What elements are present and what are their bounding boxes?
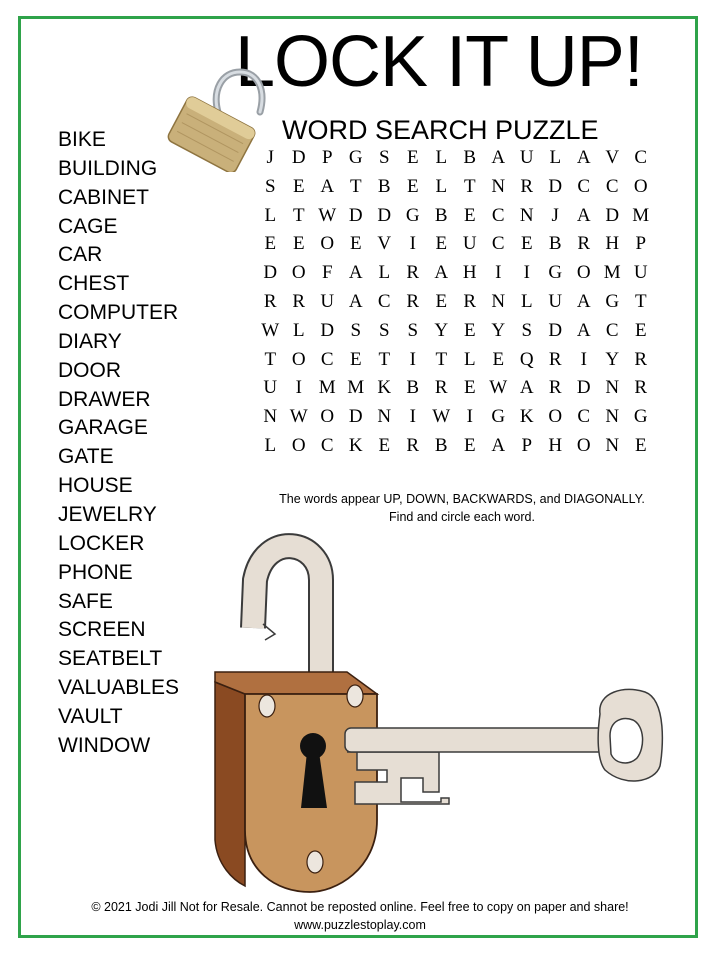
grid-letter[interactable]: A <box>491 434 506 456</box>
grid-letter[interactable]: S <box>378 319 390 341</box>
grid-letter[interactable]: G <box>548 262 563 284</box>
grid-letter[interactable]: E <box>264 233 277 255</box>
grid-letter[interactable]: G <box>633 406 648 428</box>
grid-letter[interactable]: R <box>263 290 277 312</box>
grid-letter[interactable]: T <box>435 348 448 370</box>
grid-letter[interactable]: I <box>409 406 416 428</box>
grid-letter[interactable]: R <box>434 377 448 399</box>
grid-letter[interactable]: G <box>491 406 506 428</box>
grid-letter[interactable]: E <box>463 434 476 456</box>
grid-letter[interactable]: Q <box>519 348 534 370</box>
grid-letter[interactable]: K <box>519 406 534 428</box>
grid-letter[interactable]: L <box>520 290 533 312</box>
grid-letter[interactable]: W <box>489 377 508 399</box>
grid-letter[interactable]: Y <box>434 319 449 341</box>
grid-letter[interactable]: S <box>407 319 419 341</box>
grid-letter[interactable]: R <box>292 290 306 312</box>
grid-letter[interactable]: R <box>548 377 562 399</box>
instructions-line: The words appear UP, DOWN, BACKWARDS, and DIAGONALLY. <box>279 492 645 506</box>
word-list-item: SCREEN <box>58 618 146 642</box>
grid-letter[interactable]: H <box>548 434 563 456</box>
word-list-item: BUILDING <box>58 156 158 180</box>
grid-letter[interactable]: K <box>348 434 363 456</box>
grid-letter[interactable]: L <box>435 175 448 197</box>
grid-letter[interactable]: T <box>264 348 277 370</box>
grid-letter[interactable]: K <box>377 377 392 399</box>
grid-letter[interactable]: C <box>577 175 591 197</box>
grid-letter[interactable]: P <box>521 434 533 456</box>
grid-letter[interactable]: U <box>548 290 563 312</box>
word-list-item: CHEST <box>58 272 130 296</box>
grid-letter[interactable]: C <box>320 348 334 370</box>
grid-letter[interactable]: E <box>378 434 391 456</box>
grid-letter[interactable]: C <box>634 147 648 168</box>
word-list-item: BIKE <box>58 128 106 151</box>
grid-letter[interactable]: P <box>635 233 647 255</box>
word-list-item: COMPUTER <box>58 301 179 325</box>
grid-letter[interactable]: L <box>264 204 277 226</box>
grid-letter[interactable]: S <box>350 319 362 341</box>
grid-letter[interactable]: A <box>348 290 363 312</box>
grid-letter[interactable]: R <box>463 290 477 312</box>
grid-letter[interactable]: S <box>378 147 390 168</box>
word-list-item: GATE <box>58 445 114 469</box>
grid-letter[interactable]: E <box>349 233 362 255</box>
grid-letter[interactable]: N <box>491 290 506 312</box>
word-list-item: VALUABLES <box>58 676 180 700</box>
grid-letter[interactable]: F <box>321 262 333 284</box>
grid-letter[interactable]: N <box>605 434 620 456</box>
grid-letter[interactable]: S <box>521 319 533 341</box>
grid-letter[interactable]: U <box>462 233 477 255</box>
grid-letter[interactable]: N <box>377 406 392 428</box>
grid-letter[interactable]: A <box>434 262 449 284</box>
grid-letter[interactable]: E <box>634 434 647 456</box>
grid-letter[interactable]: L <box>549 147 562 168</box>
instructions-line: Find and circle each word. <box>389 510 535 524</box>
grid-letter[interactable]: C <box>320 434 334 456</box>
grid-letter[interactable]: U <box>320 290 335 312</box>
grid-letter[interactable]: E <box>463 204 476 226</box>
grid-letter[interactable]: E <box>463 319 476 341</box>
grid-letter[interactable]: N <box>605 406 620 428</box>
grid-letter[interactable]: W <box>432 406 451 428</box>
word-list-item: CAGE <box>58 214 118 238</box>
grid-letter[interactable]: D <box>377 204 392 226</box>
grid-letter[interactable]: C <box>605 319 619 341</box>
grid-letter[interactable]: R <box>548 348 562 370</box>
grid-letter[interactable]: O <box>576 262 591 284</box>
grid-letter[interactable]: D <box>605 204 620 226</box>
grid-letter[interactable]: L <box>463 348 476 370</box>
grid-letter[interactable]: G <box>348 147 363 168</box>
open-padlock-with-key-icon <box>205 520 670 895</box>
word-list-item: DOOR <box>58 358 121 382</box>
footer <box>40 898 680 934</box>
grid-letter[interactable]: O <box>576 434 591 456</box>
grid-letter[interactable]: E <box>520 233 533 255</box>
grid-letter[interactable]: A <box>320 175 335 197</box>
grid-letter[interactable]: U <box>633 262 648 284</box>
letter-grid <box>256 144 655 461</box>
grid-letter[interactable]: B <box>406 377 420 399</box>
grid-letter[interactable]: D <box>548 175 563 197</box>
word-list-item: WINDOW <box>58 733 151 757</box>
grid-letter[interactable]: N <box>491 175 506 197</box>
grid-letter[interactable]: W <box>261 319 280 341</box>
grid-letter[interactable]: N <box>605 377 620 399</box>
word-list-item: VAULT <box>58 704 123 728</box>
grid-letter[interactable]: C <box>491 204 505 226</box>
grid-letter[interactable]: E <box>406 175 419 197</box>
grid-letter[interactable]: A <box>576 290 591 312</box>
grid-letter[interactable]: V <box>377 233 392 255</box>
word-list-item: GARAGE <box>58 416 148 440</box>
grid-letter[interactable]: R <box>634 377 648 399</box>
grid-letter[interactable]: I <box>580 348 587 370</box>
word-list-item: DRAWER <box>58 387 151 411</box>
grid-letter[interactable]: N <box>519 204 534 226</box>
grid-letter[interactable]: H <box>605 233 620 255</box>
grid-letter[interactable]: Y <box>491 319 506 341</box>
grid-letter[interactable]: E <box>435 290 448 312</box>
grid-letter[interactable]: P <box>321 147 333 168</box>
page-subtitle: WORD SEARCH PUZZLE <box>282 115 599 145</box>
grid-letter[interactable]: O <box>291 434 306 456</box>
grid-letter[interactable]: E <box>406 147 419 168</box>
grid-letter[interactable]: E <box>292 233 305 255</box>
grid-letter[interactable]: D <box>348 406 363 428</box>
grid-letter[interactable]: B <box>434 434 448 456</box>
grid-letter[interactable]: D <box>320 319 335 341</box>
grid-letter[interactable]: E <box>492 348 505 370</box>
grid-letter[interactable]: I <box>523 262 530 284</box>
grid-letter[interactable]: D <box>576 377 591 399</box>
website-link[interactable]: www.puzzlestoplay.com <box>294 918 426 932</box>
grid-letter[interactable]: I <box>295 377 302 399</box>
grid-letter[interactable]: E <box>634 319 647 341</box>
grid-letter[interactable]: A <box>348 262 363 284</box>
grid-letter[interactable]: A <box>576 147 591 168</box>
grid-letter[interactable]: O <box>633 175 648 197</box>
grid-letter[interactable]: J <box>551 204 559 226</box>
grid-letter[interactable]: D <box>291 147 306 168</box>
grid-letter[interactable]: L <box>292 319 305 341</box>
word-list-item: LOCKER <box>58 531 145 555</box>
grid-letter[interactable]: Y <box>605 348 620 370</box>
grid-letter[interactable]: T <box>634 290 647 312</box>
word-list-item: CAR <box>58 243 103 267</box>
word-list-item: JEWELRY <box>58 502 157 526</box>
grid-letter[interactable]: C <box>605 175 619 197</box>
word-list-item: SEATBELT <box>58 647 163 671</box>
grid-letter[interactable]: T <box>292 204 305 226</box>
word-list-item: HOUSE <box>58 474 133 498</box>
grid-letter[interactable]: O <box>291 262 306 284</box>
grid-letter[interactable]: B <box>377 175 391 197</box>
grid-letter[interactable]: T <box>349 175 362 197</box>
grid-letter[interactable]: R <box>520 175 534 197</box>
grid-letter[interactable]: E <box>463 377 476 399</box>
grid-letter[interactable]: D <box>263 262 278 284</box>
grid-letter[interactable]: R <box>406 434 420 456</box>
grid-letter[interactable]: M <box>632 204 650 226</box>
grid-letter[interactable]: N <box>263 406 278 428</box>
grid-letter[interactable]: O <box>548 406 563 428</box>
grid-letter[interactable]: O <box>320 233 335 255</box>
grid-letter[interactable]: E <box>349 348 362 370</box>
grid-letter[interactable]: R <box>634 348 648 370</box>
grid-letter[interactable]: M <box>347 377 365 399</box>
grid-letter[interactable]: I <box>409 348 416 370</box>
grid-letter[interactable]: U <box>519 147 534 168</box>
grid-letter[interactable]: I <box>495 262 502 284</box>
grid-letter[interactable]: S <box>264 175 276 197</box>
grid-letter[interactable]: B <box>548 233 562 255</box>
grid-letter[interactable]: A <box>519 377 534 399</box>
grid-letter[interactable]: O <box>320 406 335 428</box>
word-list-item: CABINET <box>58 185 150 209</box>
grid-letter[interactable]: D <box>548 319 563 341</box>
grid-letter[interactable]: J <box>266 147 274 168</box>
grid-letter[interactable]: C <box>491 233 505 255</box>
grid-letter[interactable]: A <box>576 319 591 341</box>
grid-letter[interactable]: I <box>466 406 473 428</box>
word-list-item: DIARY <box>58 329 122 353</box>
grid-letter[interactable]: M <box>603 262 621 284</box>
grid-letter[interactable]: C <box>377 290 391 312</box>
grid-letter[interactable]: L <box>378 262 391 284</box>
copyright-notice: © 2021 Jodi Jill Not for Resale. Cannot be reposted online. Feel free to copy on paper and share! <box>91 900 629 914</box>
grid-letter[interactable]: V <box>605 147 620 168</box>
word-list-item: SAFE <box>58 589 113 613</box>
grid-letter[interactable]: T <box>378 348 391 370</box>
grid-letter[interactable]: B <box>463 147 477 168</box>
grid-letter[interactable]: W <box>318 204 337 226</box>
grid-letter[interactable]: H <box>462 262 477 284</box>
grid-letter[interactable]: I <box>409 233 416 255</box>
grid-letter[interactable]: T <box>463 175 476 197</box>
grid-letter[interactable]: B <box>434 204 448 226</box>
grid-letter[interactable]: L <box>264 434 277 456</box>
word-list <box>58 126 179 761</box>
grid-letter[interactable]: G <box>605 290 620 312</box>
grid-letter[interactable]: G <box>405 204 420 226</box>
grid-letter[interactable]: A <box>491 147 506 168</box>
grid-letter[interactable]: D <box>348 204 363 226</box>
grid-letter[interactable]: E <box>435 233 448 255</box>
grid-letter[interactable]: M <box>318 377 336 399</box>
page-title: LOCK IT UP! <box>235 22 643 102</box>
grid-letter[interactable]: R <box>406 262 420 284</box>
grid-letter[interactable]: L <box>435 147 448 168</box>
grid-letter[interactable]: W <box>289 406 308 428</box>
grid-letter[interactable]: O <box>291 348 306 370</box>
word-list-item: PHONE <box>58 560 133 584</box>
grid-letter[interactable]: A <box>576 204 591 226</box>
grid-letter[interactable]: R <box>406 290 420 312</box>
grid-letter[interactable]: R <box>577 233 591 255</box>
grid-letter[interactable]: C <box>577 406 591 428</box>
grid-letter[interactable]: U <box>263 377 278 399</box>
grid-letter[interactable]: E <box>292 175 305 197</box>
